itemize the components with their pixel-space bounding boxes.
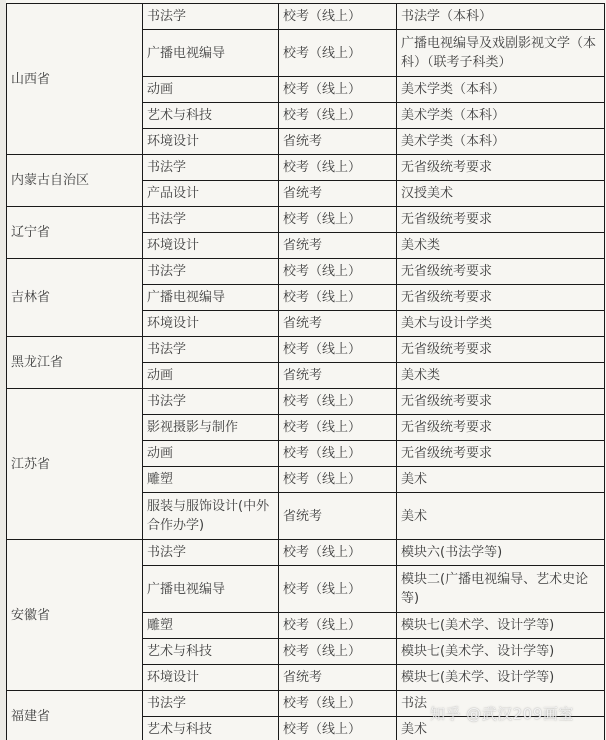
major-cell: 艺术与科技 <box>143 103 279 129</box>
major-cell: 环境设计 <box>143 233 279 259</box>
requirement-cell: 美术与设计学类 <box>397 311 605 337</box>
requirement-cell: 广播电视编导及戏剧影视文学（本科）（联考子科类） <box>397 30 605 77</box>
table-row <box>7 4 605 30</box>
exam-type-cell: 省统考 <box>279 129 397 155</box>
exam-type-cell: 省统考 <box>279 665 397 691</box>
requirement-cell: 无省级统考要求 <box>397 207 605 233</box>
requirement-cell: 汉授美术 <box>397 181 605 207</box>
major-cell: 产品设计 <box>143 181 279 207</box>
major-cell: 环境设计 <box>143 665 279 691</box>
requirement-cell: 模块六(书法学等) <box>397 540 605 566</box>
exam-type-cell: 省统考 <box>279 363 397 389</box>
major-cell: 环境设计 <box>143 129 279 155</box>
exam-type-cell: 校考（线上） <box>279 4 397 30</box>
exam-type-cell: 校考（线上） <box>279 259 397 285</box>
requirement-cell: 无省级统考要求 <box>397 415 605 441</box>
exam-type-cell: 校考（线上） <box>279 30 397 77</box>
requirement-cell: 无省级统考要求 <box>397 285 605 311</box>
major-cell: 书法学 <box>143 540 279 566</box>
major-cell: 雕塑 <box>143 613 279 639</box>
major-cell: 广播电视编导 <box>143 30 279 77</box>
province-cell: 内蒙古自治区 <box>7 155 143 207</box>
requirement-cell: 模块二(广播电视编导、艺术史论等) <box>397 566 605 613</box>
province-cell: 辽宁省 <box>7 207 143 259</box>
major-cell: 环境设计 <box>143 311 279 337</box>
major-cell: 广播电视编导 <box>143 285 279 311</box>
requirement-cell: 模块七(美术学、设计学等) <box>397 639 605 665</box>
exam-type-cell: 校考（线上） <box>279 717 397 740</box>
exam-type-cell: 省统考 <box>279 233 397 259</box>
exam-type-cell: 校考（线上） <box>279 467 397 493</box>
province-cell: 吉林省 <box>7 259 143 337</box>
major-cell: 艺术与科技 <box>143 717 279 740</box>
exam-type-cell: 校考（线上） <box>279 337 397 363</box>
requirement-cell: 美术 <box>397 467 605 493</box>
requirement-cell: 书法学（本科） <box>397 4 605 30</box>
requirement-cell: 无省级统考要求 <box>397 441 605 467</box>
major-cell: 影视摄影与制作 <box>143 415 279 441</box>
requirement-cell: 模块七(美术学、设计学等) <box>397 613 605 639</box>
exam-type-cell: 校考（线上） <box>279 639 397 665</box>
province-cell: 江苏省 <box>7 389 143 540</box>
province-cell: 福建省 <box>7 691 143 740</box>
requirement-cell: 美术类 <box>397 363 605 389</box>
requirement-cell: 模块七(美术学、设计学等) <box>397 665 605 691</box>
province-cell: 黑龙江省 <box>7 337 143 389</box>
requirement-cell: 美术 <box>397 717 605 740</box>
table-row <box>7 207 605 233</box>
exam-type-cell: 省统考 <box>279 493 397 540</box>
requirement-cell: 美术学类（本科） <box>397 129 605 155</box>
requirement-cell: 无省级统考要求 <box>397 155 605 181</box>
requirement-cell: 美术学类（本科） <box>397 103 605 129</box>
exam-type-cell: 校考（线上） <box>279 540 397 566</box>
requirement-cell: 无省级统考要求 <box>397 337 605 363</box>
table-row <box>7 540 605 566</box>
admissions-table-body <box>7 4 605 740</box>
major-cell: 书法学 <box>143 259 279 285</box>
requirement-cell: 无省级统考要求 <box>397 259 605 285</box>
table-row <box>7 259 605 285</box>
province-cell: 山西省 <box>7 4 143 155</box>
table-row <box>7 691 605 717</box>
province-cell: 安徽省 <box>7 540 143 691</box>
major-cell: 广播电视编导 <box>143 566 279 613</box>
exam-type-cell: 校考（线上） <box>279 207 397 233</box>
exam-type-cell: 校考（线上） <box>279 389 397 415</box>
requirement-cell: 无省级统考要求 <box>397 389 605 415</box>
table-row <box>7 389 605 415</box>
exam-type-cell: 校考（线上） <box>279 691 397 717</box>
exam-type-cell: 校考（线上） <box>279 155 397 181</box>
requirement-cell: 美术类 <box>397 233 605 259</box>
major-cell: 服装与服饰设计(中外合作办学) <box>143 493 279 540</box>
requirement-cell: 书法 <box>397 691 605 717</box>
requirement-cell: 美术学类（本科） <box>397 77 605 103</box>
watermark: 知乎 @武汉209画室 <box>430 705 574 723</box>
exam-type-cell: 校考（线上） <box>279 613 397 639</box>
major-cell: 书法学 <box>143 4 279 30</box>
exam-type-cell: 省统考 <box>279 181 397 207</box>
requirement-cell: 美术 <box>397 493 605 540</box>
exam-type-cell: 校考（线上） <box>279 285 397 311</box>
table-row <box>7 155 605 181</box>
exam-type-cell: 校考（线上） <box>279 103 397 129</box>
major-cell: 书法学 <box>143 691 279 717</box>
major-cell: 动画 <box>143 77 279 103</box>
admissions-table <box>6 3 605 740</box>
major-cell: 书法学 <box>143 389 279 415</box>
exam-type-cell: 校考（线上） <box>279 77 397 103</box>
exam-type-cell: 校考（线上） <box>279 415 397 441</box>
exam-type-cell: 校考（线上） <box>279 441 397 467</box>
major-cell: 雕塑 <box>143 467 279 493</box>
table-row <box>7 337 605 363</box>
major-cell: 艺术与科技 <box>143 639 279 665</box>
major-cell: 动画 <box>143 363 279 389</box>
major-cell: 书法学 <box>143 155 279 181</box>
major-cell: 动画 <box>143 441 279 467</box>
major-cell: 书法学 <box>143 207 279 233</box>
exam-type-cell: 校考（线上） <box>279 566 397 613</box>
exam-type-cell: 省统考 <box>279 311 397 337</box>
major-cell: 书法学 <box>143 337 279 363</box>
